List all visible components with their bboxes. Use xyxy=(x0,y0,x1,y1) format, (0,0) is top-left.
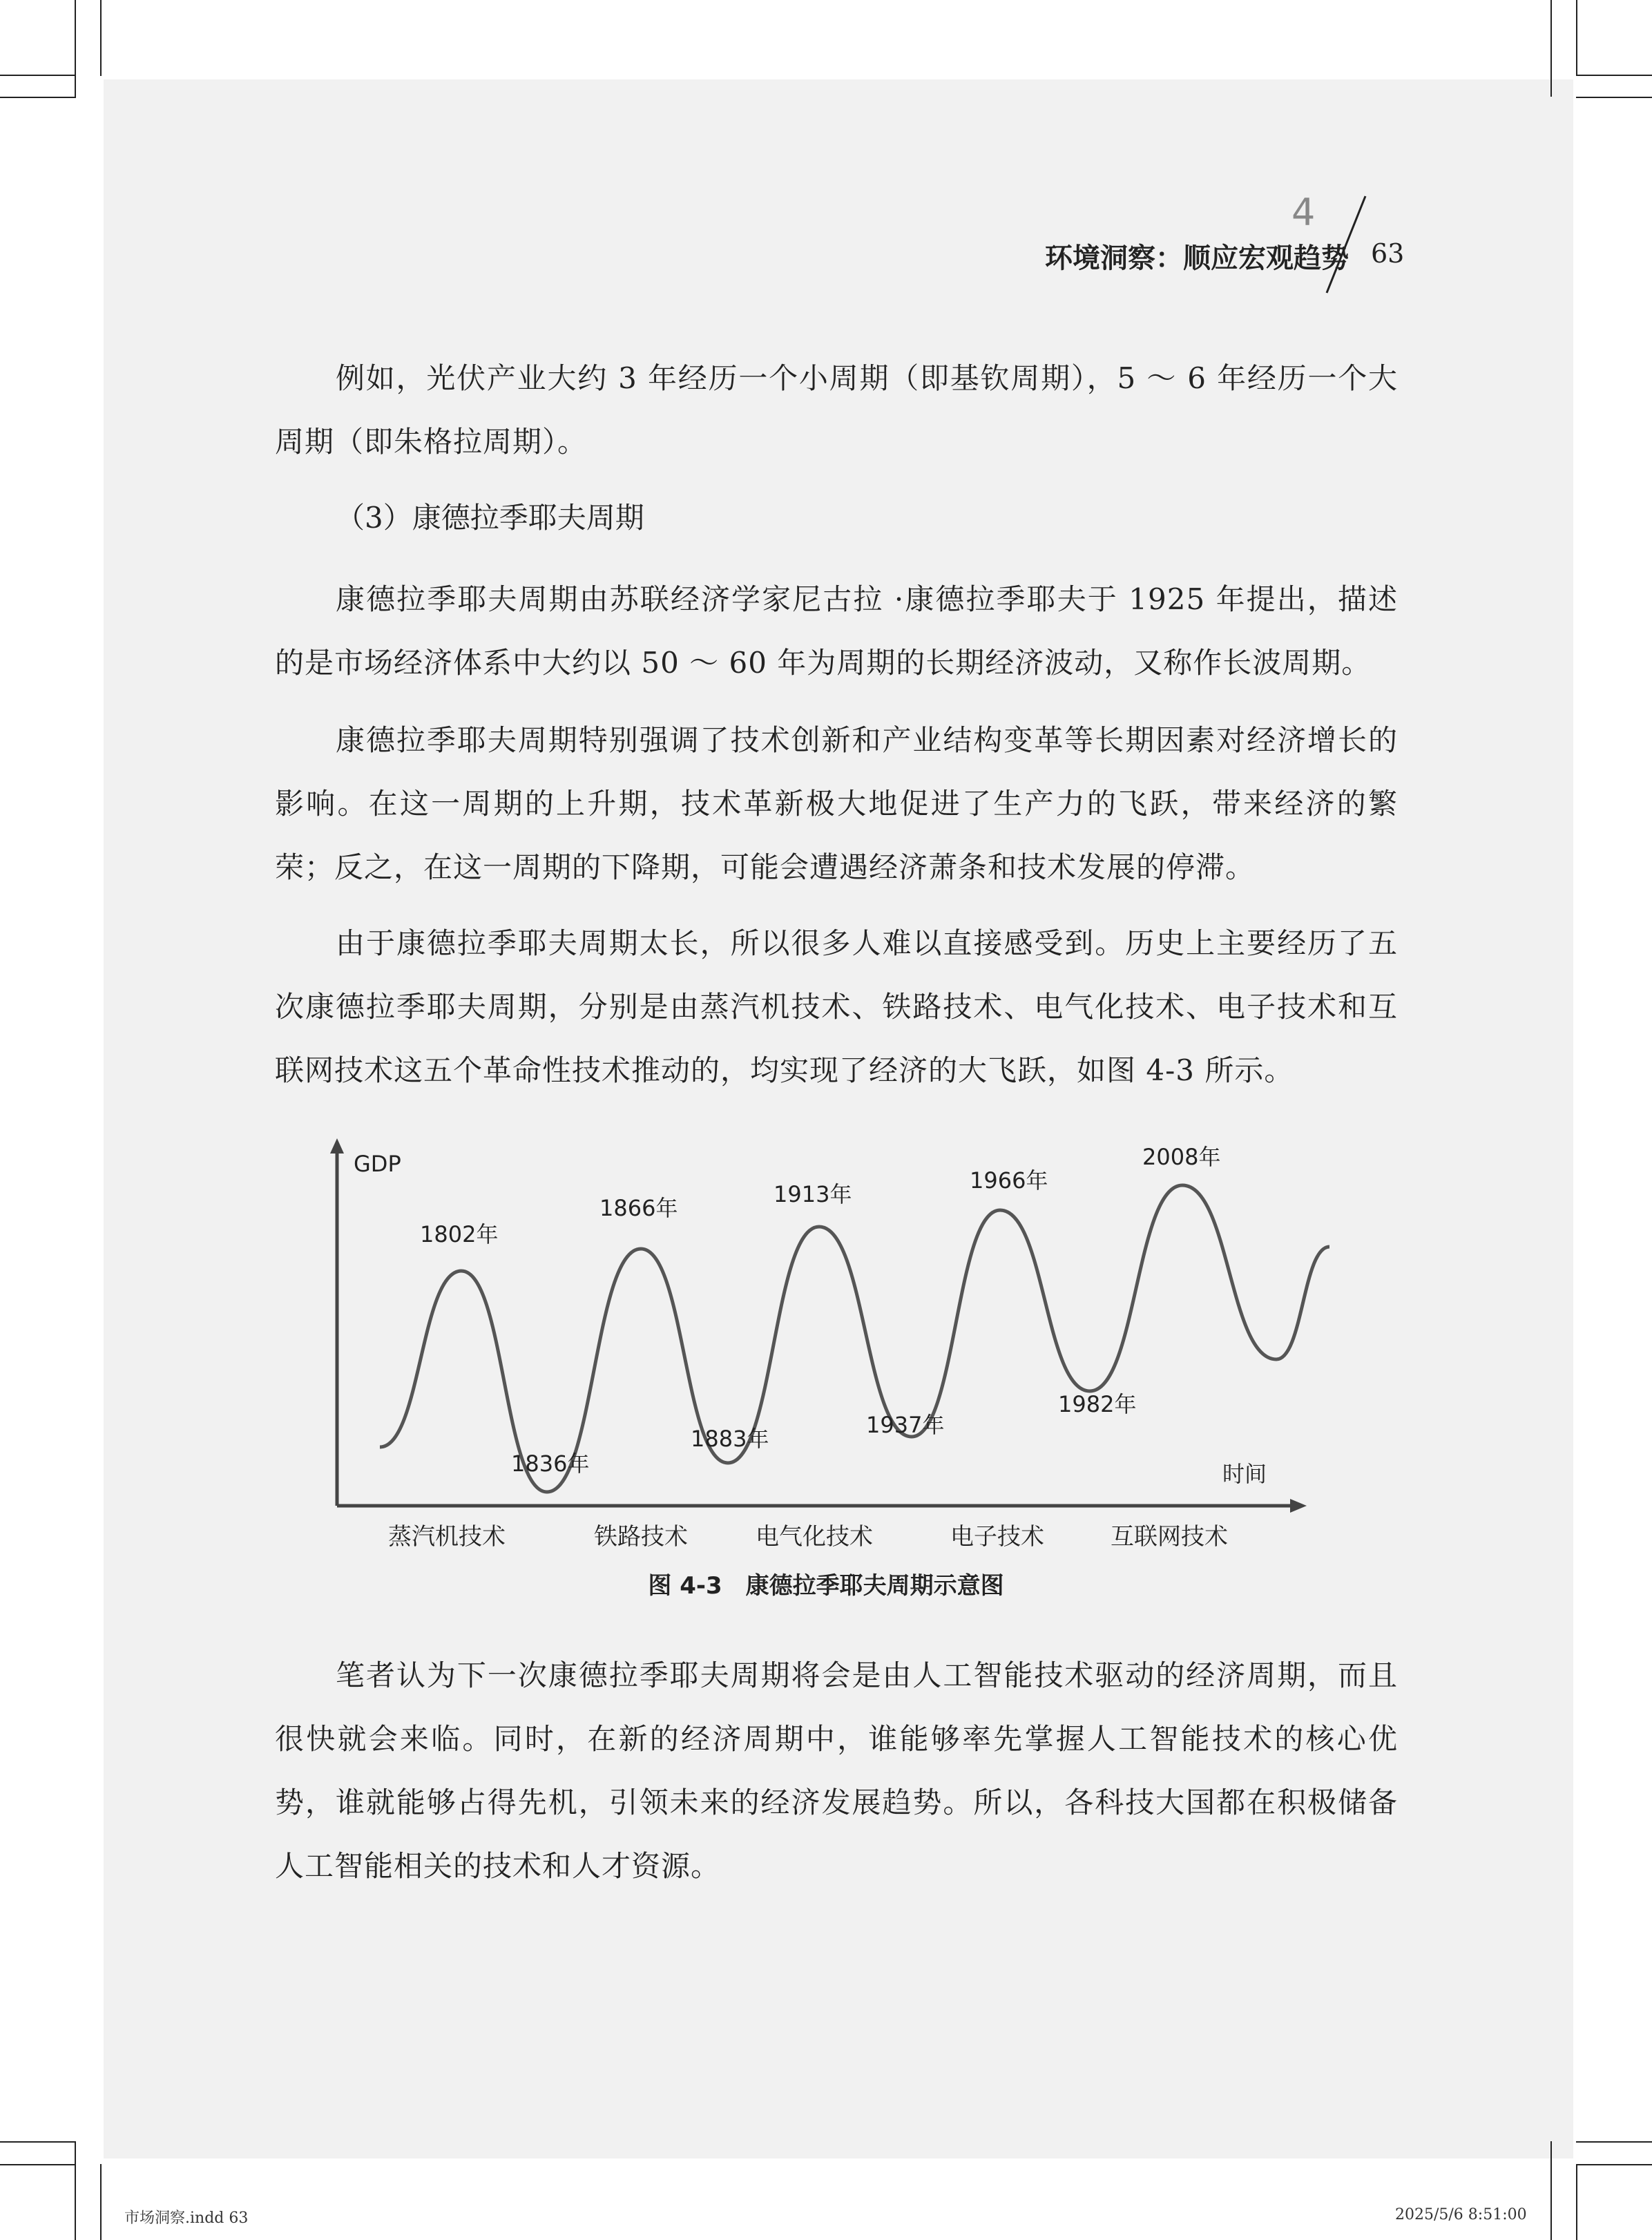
paragraph-ai-next-cycle: 笔者认为下一次康德拉季耶夫周期将会是由人工智能技术驱动的经济周期，而且很快就会来临。同时，在新的经济周期中，谁能够率先掌握人工智能技术的核心优势，谁就能够占得先机，引领未来的经济发展趋势。所以，各科技大国都在积极储备人工智能相关的技术和人才资源。 xyxy=(275,1658,1398,1883)
category-label-4: 互联网技术 xyxy=(1111,1523,1228,1551)
header-divider-slash xyxy=(1323,193,1371,297)
footer-file-info: 市场洞察.indd 63 xyxy=(124,2210,249,2227)
crop-mark-bottom-left-h2 xyxy=(0,2164,76,2165)
category-label-2: 电气化技术 xyxy=(756,1523,873,1551)
paragraph-kondratiev-technology: 康德拉季耶夫周期特别强调了技术创新和产业结构变革等长期因素对经济增长的影响。在这一周期的上升期，技术革新极大地促进了生产力的飞跃，带来经济的繁荣；反之，在这一周期的下降期，可能会遭遇经济萧条和技术发展的停滞。 xyxy=(275,723,1398,884)
trough-label-1: 1883年 xyxy=(691,1426,769,1452)
category-label-3: 电子技术 xyxy=(950,1523,1044,1551)
category-label-1: 铁路技术 xyxy=(594,1523,688,1551)
paragraph-kondratiev-history: 由于康德拉季耶夫周期太长，所以很多人难以直接感受到。历史上主要经历了五次康德拉季耶夫周期，分别是由蒸汽机技术、铁路技术、电气化技术、电子技术和互联网技术这五个革命性技术推动的，均实现了经济的大飞跃，如图 4-3 所示。 xyxy=(275,926,1398,1087)
cycle-wave-line xyxy=(380,1185,1329,1492)
crop-mark-bottom-left-h xyxy=(0,2141,76,2143)
x-axis-label: 时间 xyxy=(1222,1461,1267,1487)
peak-label-2: 1913年 xyxy=(774,1181,852,1207)
crop-mark-bottom-left-v xyxy=(75,2141,76,2240)
chapter-number: 4 xyxy=(1291,191,1316,234)
crop-mark-bottom-right-v xyxy=(1550,2141,1552,2240)
crop-mark-top-left-v2 xyxy=(100,0,102,76)
crop-mark-top-right-h xyxy=(1576,75,1652,76)
chart-svg xyxy=(304,1133,1354,1561)
peak-label-1: 1866年 xyxy=(599,1195,678,1221)
page-number: 63 xyxy=(1371,238,1405,269)
y-axis-arrow xyxy=(330,1138,344,1153)
kondratiev-cycle-chart xyxy=(304,1133,1354,1564)
crop-mark-bottom-right-v2 xyxy=(1576,2164,1577,2240)
crop-mark-bottom-left-v2 xyxy=(100,2164,102,2240)
crop-mark-top-right-v xyxy=(1550,0,1552,97)
trough-label-0: 1836年 xyxy=(511,1451,590,1477)
paragraph-photovoltaic-cycle: 例如，光伏产业大约 3 年经历一个小周期（即基钦周期），5 ～ 6 年经历一个大周期（即朱格拉周期）。 xyxy=(275,361,1398,459)
footer-timestamp: 2025/5/6 8:51:00 xyxy=(1395,2206,1527,2223)
crop-mark-top-left-v xyxy=(75,0,76,97)
crop-mark-bottom-right-h xyxy=(1576,2141,1652,2143)
section-subheading: （3）康德拉季耶夫周期 xyxy=(336,501,644,535)
chapter-title: 环境洞察：顺应宏观趋势 xyxy=(1045,242,1349,274)
figure-caption: 图 4-3 康德拉季耶夫周期示意图 xyxy=(648,1572,1004,1600)
crop-mark-top-left-h2 xyxy=(0,97,76,98)
y-axis-label: GDP xyxy=(354,1151,401,1177)
trough-label-3: 1982年 xyxy=(1058,1391,1137,1417)
crop-mark-top-left-h xyxy=(0,75,76,76)
paragraph-kondratiev-definition: 康德拉季耶夫周期由苏联经济学家尼古拉 ·康德拉季耶夫于 1925 年提出，描述的是市场经济体系中大约以 50 ～ 60 年为周期的长期经济波动，又称作长波周期。 xyxy=(275,582,1398,680)
crop-mark-top-right-h2 xyxy=(1576,97,1652,98)
peak-label-3: 1966年 xyxy=(970,1167,1048,1194)
crop-mark-bottom-right-h2 xyxy=(1576,2164,1652,2165)
trough-label-2: 1937年 xyxy=(866,1412,945,1438)
peak-label-0: 1802年 xyxy=(420,1221,499,1247)
peak-label-4: 2008年 xyxy=(1142,1144,1221,1170)
crop-mark-top-right-v2 xyxy=(1576,0,1577,76)
x-axis-arrow xyxy=(1290,1499,1307,1513)
category-label-0: 蒸汽机技术 xyxy=(388,1523,506,1551)
